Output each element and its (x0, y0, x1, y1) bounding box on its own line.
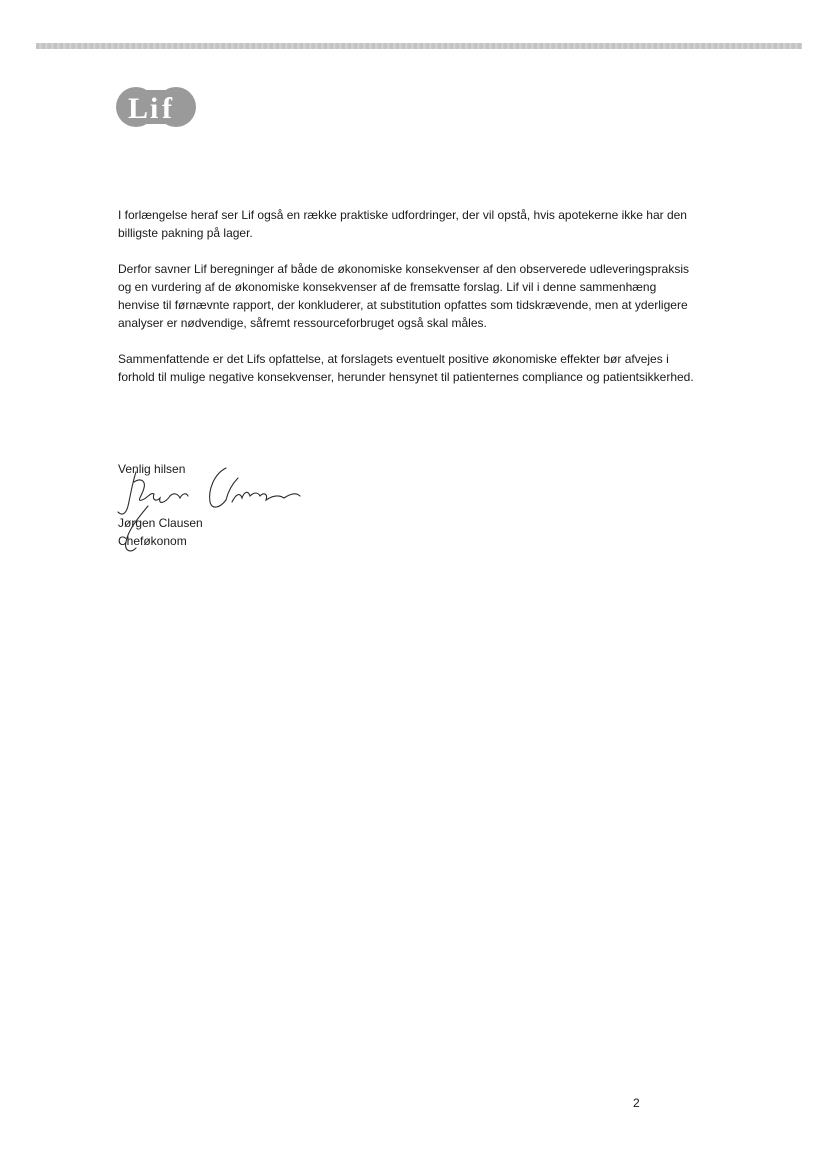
paragraph-3: Sammenfattende er det Lifs opfattelse, at forslagets eventuelt positive økonomiske effekter bør afvejes i forhold til mulige negative konsekvenser, herunder hensynet til patienternes compliance og patientsikkerhed. (118, 352, 694, 384)
lif-logo-icon (112, 84, 202, 130)
top-divider (36, 43, 802, 49)
page-number: 2 (633, 1096, 640, 1110)
signatory-name: Jørgen Clausen (118, 516, 203, 530)
signatory-title: Cheføkonom (118, 534, 187, 548)
svg-text:L: L (128, 92, 149, 125)
paragraph-2: Derfor savner Lif beregninger af både de økonomiske konsekvenser af den observerede udleveringspraksis og en vurdering af de økonomiske konsekvenser af de fremsatte forslag. Lif vil i denne sammenhæng henvise til førnævnte rapport, der konkluderer, at substitution opfattes som tidskrævende, men at yderligere analyser er nødvendige, såfremt ressourceforbruget også skal måles. (118, 262, 689, 330)
greeting: Venlig hilsen (118, 462, 186, 476)
paragraph-1: I forlængelse heraf ser Lif også en række praktiske udfordringer, der vil opstå, hvis apotekerne ikke har den billigste pakning på lager. (118, 208, 687, 240)
letter-body (118, 206, 696, 404)
svg-text:i: i (150, 92, 159, 125)
svg-text:f: f (162, 92, 172, 125)
